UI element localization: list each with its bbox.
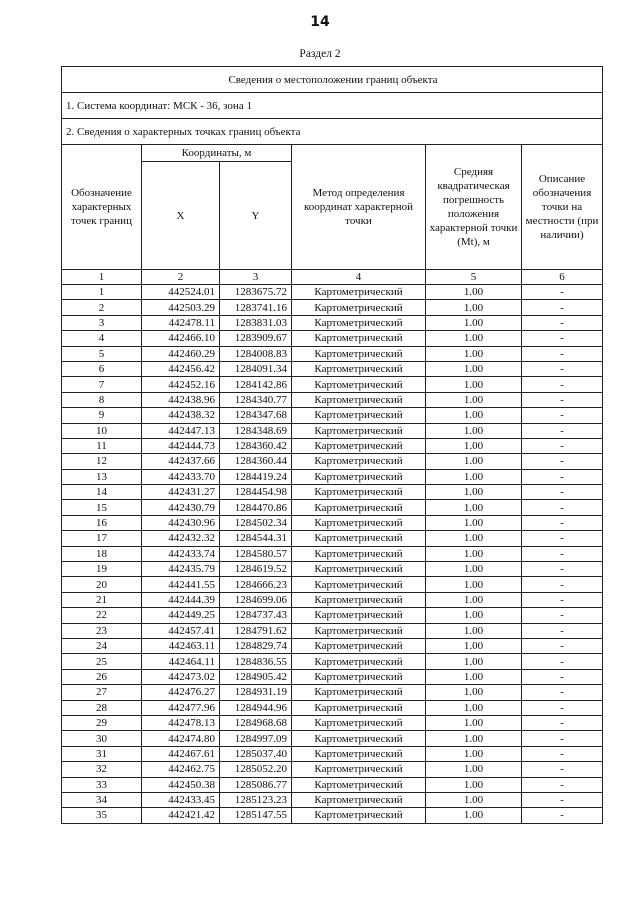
- point-number: 13: [62, 469, 142, 484]
- coord-x: 442438.96: [142, 392, 220, 407]
- accuracy: 1.00: [426, 792, 522, 807]
- coord-x: 442476.27: [142, 685, 220, 700]
- table-row: [62, 485, 603, 500]
- method: Картометрический: [292, 300, 426, 315]
- table-row: [62, 392, 603, 407]
- coord-x: 442450.38: [142, 777, 220, 792]
- coord-x: 442432.32: [142, 531, 220, 546]
- coord-x: 442421.42: [142, 808, 220, 823]
- coord-x: 442444.73: [142, 438, 220, 453]
- method: Картометрический: [292, 577, 426, 592]
- coord-y: 1284699.06: [220, 592, 292, 607]
- page-number: 14: [310, 14, 330, 30]
- coord-x: 442478.11: [142, 315, 220, 330]
- accuracy: 1.00: [426, 608, 522, 623]
- coord-x: 442449.25: [142, 608, 220, 623]
- description: -: [522, 331, 603, 346]
- method: Картометрический: [292, 423, 426, 438]
- coord-y: 1284348.69: [220, 423, 292, 438]
- point-number: 3: [62, 315, 142, 330]
- accuracy: 1.00: [426, 469, 522, 484]
- coord-y: 1285052.20: [220, 762, 292, 777]
- table-row: [62, 669, 603, 684]
- point-number: 33: [62, 777, 142, 792]
- table-row: [62, 685, 603, 700]
- method: Картометрический: [292, 792, 426, 807]
- method: Картометрический: [292, 515, 426, 530]
- coord-y: 1284142.86: [220, 377, 292, 392]
- coord-x: 442430.96: [142, 515, 220, 530]
- accuracy: 1.00: [426, 300, 522, 315]
- coord-y: 1284619.52: [220, 562, 292, 577]
- coord-x: 442441.55: [142, 577, 220, 592]
- header-accuracy: Средняя квадратическая погрешность положения характерной точки (Mt), м: [426, 145, 522, 270]
- coord-y: 1284580.57: [220, 546, 292, 561]
- accuracy: 1.00: [426, 361, 522, 376]
- coord-x: 442473.02: [142, 669, 220, 684]
- method: Картометрический: [292, 285, 426, 300]
- method: Картометрический: [292, 731, 426, 746]
- description: -: [522, 792, 603, 807]
- coord-system: 1. Система координат: МСК - 36, зона 1: [62, 93, 603, 119]
- point-number: 31: [62, 746, 142, 761]
- table-row: [62, 454, 603, 469]
- coord-y: 1284454.98: [220, 485, 292, 500]
- method: Картометрический: [292, 454, 426, 469]
- coord-x: 442467.61: [142, 746, 220, 761]
- point-number: 21: [62, 592, 142, 607]
- coord-x: 442437.66: [142, 454, 220, 469]
- table-row: [62, 346, 603, 361]
- coord-y: 1284931.19: [220, 685, 292, 700]
- method: Картометрический: [292, 715, 426, 730]
- boundary-points-table: [61, 66, 603, 824]
- description: -: [522, 485, 603, 500]
- table-row: [62, 592, 603, 607]
- table-row: [62, 546, 603, 561]
- method: Картометрический: [292, 762, 426, 777]
- point-number: 9: [62, 408, 142, 423]
- coord-x: 442457.41: [142, 623, 220, 638]
- coord-y: 1284470.86: [220, 500, 292, 515]
- description: -: [522, 423, 603, 438]
- coord-y: 1284008.83: [220, 346, 292, 361]
- table-row: [62, 715, 603, 730]
- description: -: [522, 577, 603, 592]
- table-row: [62, 285, 603, 300]
- description: -: [522, 685, 603, 700]
- accuracy: 1.00: [426, 454, 522, 469]
- description: -: [522, 315, 603, 330]
- point-number: 11: [62, 438, 142, 453]
- coord-x: 442503.29: [142, 300, 220, 315]
- description: -: [522, 408, 603, 423]
- table-row: [62, 515, 603, 530]
- point-number: 34: [62, 792, 142, 807]
- table-row: [62, 423, 603, 438]
- coord-x: 442444.39: [142, 592, 220, 607]
- table-row: [62, 700, 603, 715]
- point-number: 5: [62, 346, 142, 361]
- coord-y: 1284502.34: [220, 515, 292, 530]
- accuracy: 1.00: [426, 485, 522, 500]
- description: -: [522, 608, 603, 623]
- point-number: 6: [62, 361, 142, 376]
- header-method: Метод определения координат характерной точки: [292, 145, 426, 270]
- method: Картометрический: [292, 777, 426, 792]
- coord-y: 1284997.09: [220, 731, 292, 746]
- accuracy: 1.00: [426, 654, 522, 669]
- coord-x: 442474.80: [142, 731, 220, 746]
- table-title: Сведения о местоположении границ объекта: [62, 67, 603, 93]
- description: -: [522, 377, 603, 392]
- coord-y: 1284829.74: [220, 638, 292, 653]
- method: Картометрический: [292, 623, 426, 638]
- point-number: 10: [62, 423, 142, 438]
- description: -: [522, 500, 603, 515]
- table-row: [62, 408, 603, 423]
- table-row: [62, 808, 603, 823]
- accuracy: 1.00: [426, 777, 522, 792]
- accuracy: 1.00: [426, 731, 522, 746]
- point-number: 19: [62, 562, 142, 577]
- column-number: 3: [220, 270, 292, 285]
- accuracy: 1.00: [426, 346, 522, 361]
- points-title: 2. Сведения о характерных точках границ объекта: [62, 119, 603, 145]
- accuracy: 1.00: [426, 546, 522, 561]
- header-description: Описание обозначения точки на местности (при наличии): [522, 145, 603, 270]
- description: -: [522, 654, 603, 669]
- coord-y: 1284666.23: [220, 577, 292, 592]
- description: -: [522, 623, 603, 638]
- method: Картометрический: [292, 377, 426, 392]
- coord-x: 442433.74: [142, 546, 220, 561]
- method: Картометрический: [292, 408, 426, 423]
- coord-y: 1284091.34: [220, 361, 292, 376]
- coord-y: 1285086.77: [220, 777, 292, 792]
- coord-x: 442433.45: [142, 792, 220, 807]
- table-row: [62, 438, 603, 453]
- method: Картометрический: [292, 562, 426, 577]
- column-numbers-row: [62, 270, 603, 285]
- method: Картометрический: [292, 608, 426, 623]
- table-title-row: [62, 67, 603, 93]
- method: Картометрический: [292, 346, 426, 361]
- method: Картометрический: [292, 546, 426, 561]
- description: -: [522, 361, 603, 376]
- header-x: X: [142, 162, 220, 270]
- section-label: Раздел 2: [299, 48, 341, 60]
- table-row: [62, 377, 603, 392]
- coord-y: 1284944.96: [220, 700, 292, 715]
- description: -: [522, 715, 603, 730]
- coord-y: 1284340.77: [220, 392, 292, 407]
- method: Картометрический: [292, 746, 426, 761]
- coord-y: 1284360.42: [220, 438, 292, 453]
- table-row: [62, 654, 603, 669]
- coord-y: 1284419.24: [220, 469, 292, 484]
- coord-y: 1284737.43: [220, 608, 292, 623]
- accuracy: 1.00: [426, 638, 522, 653]
- coord-y: 1284347.68: [220, 408, 292, 423]
- description: -: [522, 746, 603, 761]
- method: Картометрический: [292, 531, 426, 546]
- description: -: [522, 762, 603, 777]
- table-row: [62, 608, 603, 623]
- coord-x: 442456.42: [142, 361, 220, 376]
- coord-y: 1284791.62: [220, 623, 292, 638]
- point-number: 28: [62, 700, 142, 715]
- method: Картометрический: [292, 315, 426, 330]
- point-number: 24: [62, 638, 142, 653]
- header-designation: Обозначение характерных точек границ: [62, 145, 142, 270]
- coord-x: 442452.16: [142, 377, 220, 392]
- description: -: [522, 731, 603, 746]
- point-number: 1: [62, 285, 142, 300]
- description: -: [522, 438, 603, 453]
- accuracy: 1.00: [426, 531, 522, 546]
- description: -: [522, 392, 603, 407]
- point-number: 35: [62, 808, 142, 823]
- coord-x: 442478.13: [142, 715, 220, 730]
- coord-y: 1285037.40: [220, 746, 292, 761]
- coord-x: 442462.75: [142, 762, 220, 777]
- table-row: [62, 731, 603, 746]
- point-number: 22: [62, 608, 142, 623]
- point-number: 32: [62, 762, 142, 777]
- point-number: 26: [62, 669, 142, 684]
- coord-x: 442435.79: [142, 562, 220, 577]
- description: -: [522, 638, 603, 653]
- accuracy: 1.00: [426, 592, 522, 607]
- point-number: 30: [62, 731, 142, 746]
- point-number: 29: [62, 715, 142, 730]
- table-row: [62, 361, 603, 376]
- accuracy: 1.00: [426, 623, 522, 638]
- accuracy: 1.00: [426, 562, 522, 577]
- accuracy: 1.00: [426, 331, 522, 346]
- table-row: [62, 623, 603, 638]
- coord-x: 442463.11: [142, 638, 220, 653]
- description: -: [522, 454, 603, 469]
- point-rows: [62, 285, 603, 824]
- description: -: [522, 531, 603, 546]
- accuracy: 1.00: [426, 315, 522, 330]
- table-row: [62, 315, 603, 330]
- table-row: [62, 469, 603, 484]
- point-number: 14: [62, 485, 142, 500]
- accuracy: 1.00: [426, 808, 522, 823]
- coord-x: 442430.79: [142, 500, 220, 515]
- point-number: 20: [62, 577, 142, 592]
- accuracy: 1.00: [426, 408, 522, 423]
- accuracy: 1.00: [426, 423, 522, 438]
- description: -: [522, 346, 603, 361]
- description: -: [522, 546, 603, 561]
- table-row: [62, 300, 603, 315]
- header-y: Y: [220, 162, 292, 270]
- table-row: [62, 500, 603, 515]
- coord-y: 1283741.16: [220, 300, 292, 315]
- coord-x: 442477.96: [142, 700, 220, 715]
- coord-x: 442433.70: [142, 469, 220, 484]
- coord-x: 442466.10: [142, 331, 220, 346]
- point-number: 27: [62, 685, 142, 700]
- coord-y: 1284905.42: [220, 669, 292, 684]
- method: Картометрический: [292, 808, 426, 823]
- accuracy: 1.00: [426, 377, 522, 392]
- description: -: [522, 592, 603, 607]
- accuracy: 1.00: [426, 500, 522, 515]
- column-number: 2: [142, 270, 220, 285]
- description: -: [522, 562, 603, 577]
- table-row: [62, 331, 603, 346]
- header-row-1: [62, 145, 603, 162]
- point-number: 15: [62, 500, 142, 515]
- coord-y: 1283831.03: [220, 315, 292, 330]
- coord-x: 442464.11: [142, 654, 220, 669]
- point-number: 18: [62, 546, 142, 561]
- table-row: [62, 577, 603, 592]
- coord-system-row: [62, 93, 603, 119]
- description: -: [522, 700, 603, 715]
- description: -: [522, 777, 603, 792]
- coord-x: 442438.32: [142, 408, 220, 423]
- table-row: [62, 531, 603, 546]
- points-title-row: [62, 119, 603, 145]
- accuracy: 1.00: [426, 577, 522, 592]
- accuracy: 1.00: [426, 515, 522, 530]
- coord-y: 1284360.44: [220, 454, 292, 469]
- coord-y: 1283909.67: [220, 331, 292, 346]
- coord-y: 1284836.55: [220, 654, 292, 669]
- description: -: [522, 300, 603, 315]
- accuracy: 1.00: [426, 438, 522, 453]
- column-number: 6: [522, 270, 603, 285]
- table-row: [62, 746, 603, 761]
- method: Картометрический: [292, 331, 426, 346]
- column-number: 1: [62, 270, 142, 285]
- method: Картометрический: [292, 654, 426, 669]
- method: Картометрический: [292, 392, 426, 407]
- accuracy: 1.00: [426, 762, 522, 777]
- method: Картометрический: [292, 361, 426, 376]
- coord-y: 1285123.23: [220, 792, 292, 807]
- description: -: [522, 669, 603, 684]
- point-number: 4: [62, 331, 142, 346]
- method: Картометрический: [292, 485, 426, 500]
- method: Картометрический: [292, 592, 426, 607]
- point-number: 8: [62, 392, 142, 407]
- coord-x: 442447.13: [142, 423, 220, 438]
- accuracy: 1.00: [426, 669, 522, 684]
- column-number: 5: [426, 270, 522, 285]
- table-row: [62, 777, 603, 792]
- point-number: 25: [62, 654, 142, 669]
- method: Картометрический: [292, 438, 426, 453]
- table-row: [62, 638, 603, 653]
- accuracy: 1.00: [426, 285, 522, 300]
- method: Картометрический: [292, 469, 426, 484]
- point-number: 23: [62, 623, 142, 638]
- description: -: [522, 285, 603, 300]
- description: -: [522, 515, 603, 530]
- accuracy: 1.00: [426, 715, 522, 730]
- point-number: 17: [62, 531, 142, 546]
- accuracy: 1.00: [426, 700, 522, 715]
- method: Картометрический: [292, 700, 426, 715]
- accuracy: 1.00: [426, 685, 522, 700]
- column-number: 4: [292, 270, 426, 285]
- coord-y: 1283675.72: [220, 285, 292, 300]
- point-number: 16: [62, 515, 142, 530]
- header-coordinates: Координаты, м: [142, 145, 292, 162]
- table-row: [62, 792, 603, 807]
- point-number: 12: [62, 454, 142, 469]
- accuracy: 1.00: [426, 746, 522, 761]
- point-number: 2: [62, 300, 142, 315]
- description: -: [522, 808, 603, 823]
- coord-y: 1284544.31: [220, 531, 292, 546]
- point-number: 7: [62, 377, 142, 392]
- table-row: [62, 562, 603, 577]
- coord-x: 442460.29: [142, 346, 220, 361]
- method: Картометрический: [292, 638, 426, 653]
- coord-y: 1285147.55: [220, 808, 292, 823]
- coord-x: 442524.01: [142, 285, 220, 300]
- table-row: [62, 762, 603, 777]
- method: Картометрический: [292, 669, 426, 684]
- coord-y: 1284968.68: [220, 715, 292, 730]
- coord-x: 442431.27: [142, 485, 220, 500]
- method: Картометрический: [292, 685, 426, 700]
- description: -: [522, 469, 603, 484]
- accuracy: 1.00: [426, 392, 522, 407]
- method: Картометрический: [292, 500, 426, 515]
